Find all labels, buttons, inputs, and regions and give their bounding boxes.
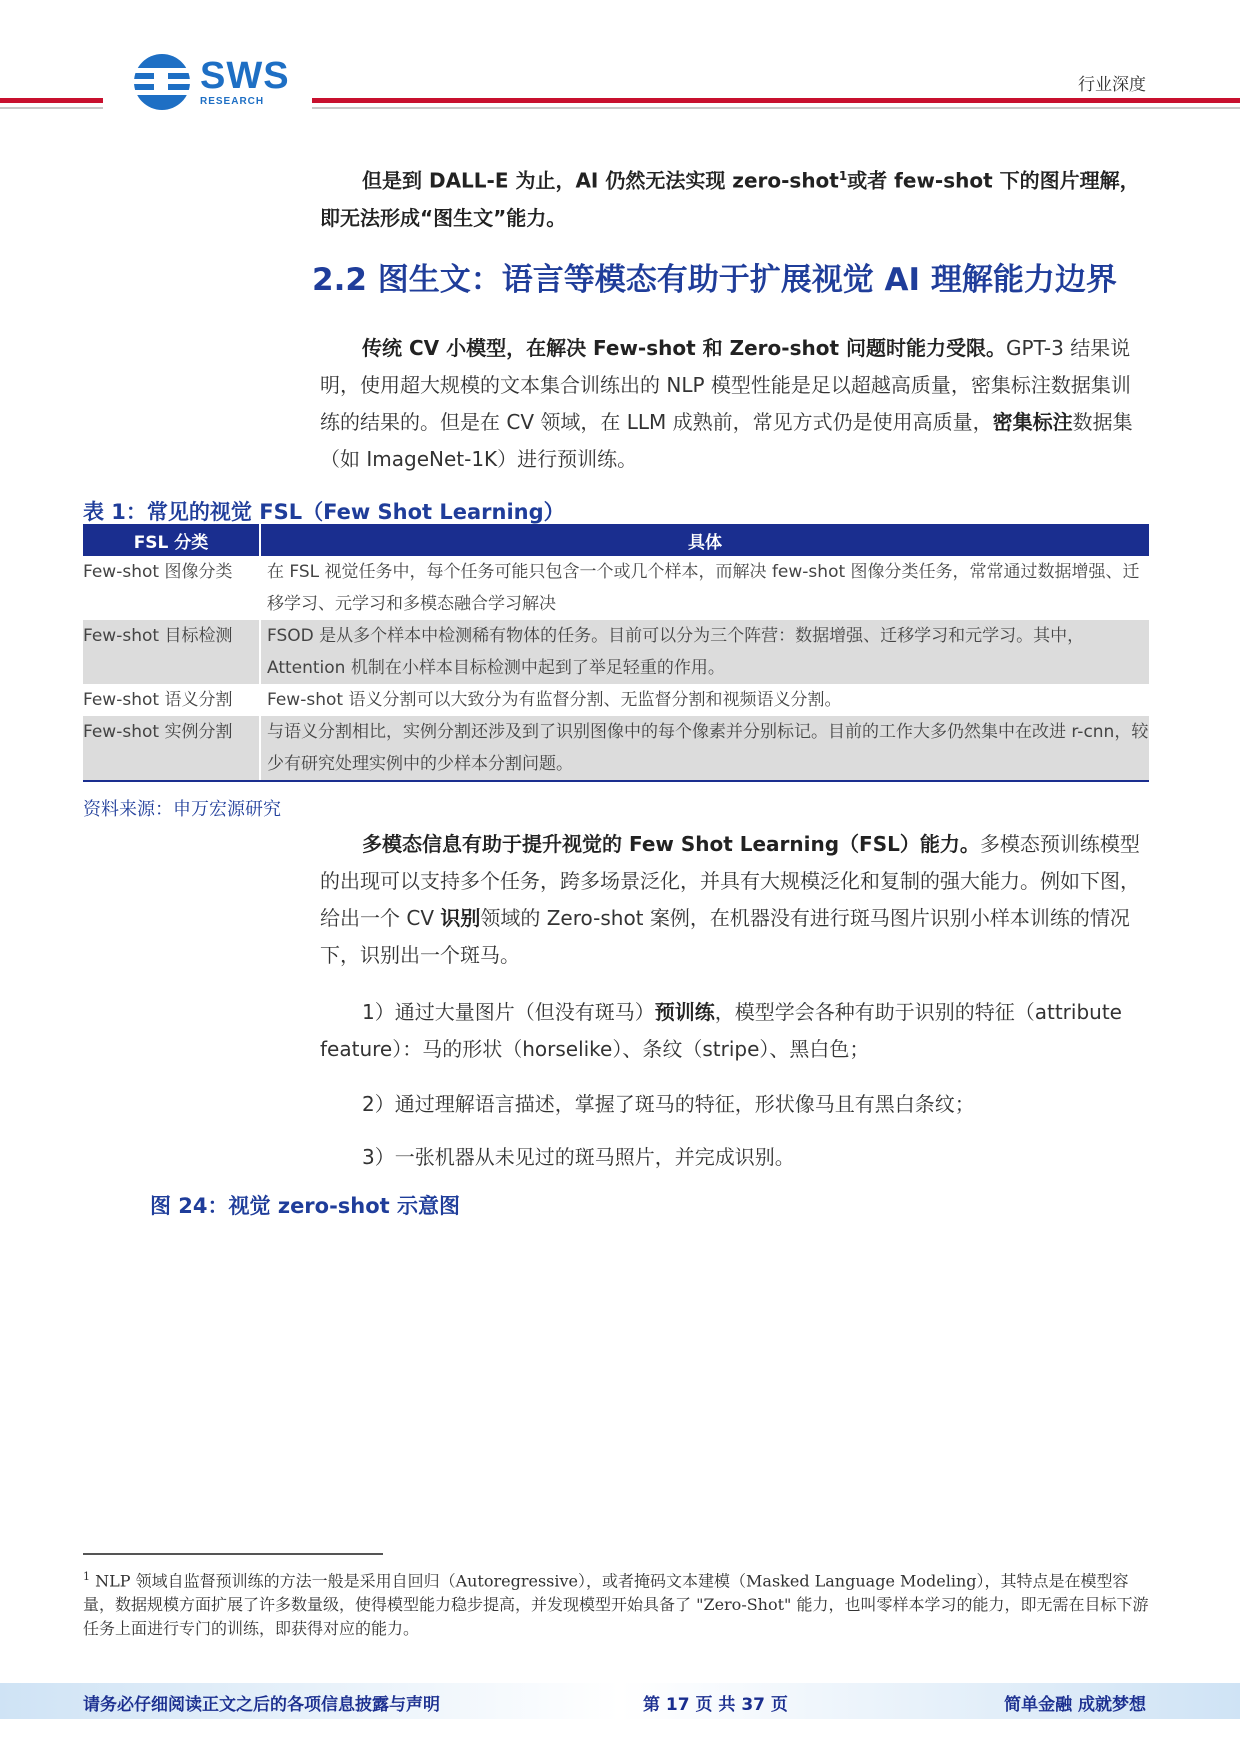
table-row bbox=[83, 684, 1149, 716]
paragraph-emphasis: 识别 bbox=[440, 906, 481, 930]
table-source: 资料来源：申万宏源研究 bbox=[83, 799, 281, 820]
step-1 bbox=[320, 994, 1140, 1068]
paragraph-text: 领域的 Zero-shot 案例，在机器没有进行斑马图片识别小样本训练的情况下，识别出一个斑马。 bbox=[320, 906, 1130, 967]
globe-logo-icon bbox=[132, 52, 192, 112]
table-row bbox=[83, 716, 1149, 781]
paragraph-lead: 多模态信息有助于提升视觉的 Few Shot Learning（FSL）能力。 bbox=[362, 832, 980, 856]
paragraph-multimodal bbox=[320, 826, 1140, 974]
paragraph-text: 数据集（如 ImageNet-1K）进行预训练。 bbox=[320, 410, 1133, 471]
table-header-detail: 具体 bbox=[260, 524, 1149, 556]
footnote-mark: 1 bbox=[83, 1570, 90, 1583]
section-title: 2.2 图生文：语言等模态有助于扩展视觉 AI 理解能力边界 bbox=[312, 262, 1117, 298]
table-caption: 表 1：常见的视觉 FSL（Few Shot Learning） bbox=[83, 500, 565, 524]
fsl-table bbox=[83, 524, 1149, 782]
footer-slogan: 简单金融 成就梦想 bbox=[1004, 1695, 1146, 1715]
table-cell-detail: 与语义分割相比，实例分割还涉及到了识别图像中的每个像素并分别标记。目前的工作大多仍然集中在改进 r-cnn，较少有研究处理实例中的少样本分割问题。 bbox=[260, 716, 1149, 781]
footnote-text: NLP 领域自监督预训练的方法一般是采用自回归（Autoregressive），或者掩码文本建模（Masked Language Modeling），其特点是在模型容量，数据规模方面扩展了许多数量级，使得模型能力稳步提高，并发现模型开始具备了 "Zero-Shot" 能力，也叫零样本学习的能力，即无需在目标下游任务上面进行专门的训练，即获得对应的能力。 bbox=[83, 1571, 1149, 1639]
header-rule-thin bbox=[0, 107, 103, 109]
logo-subtext: RESEARCH bbox=[200, 96, 265, 107]
header-rule-right bbox=[312, 98, 1240, 103]
logo-wordmark: SWS bbox=[200, 55, 290, 97]
intro-line1-prefix: 但是到 DALL-E 为止，AI 仍然无法实现 zero-shot bbox=[362, 168, 839, 193]
company-logo bbox=[132, 52, 290, 112]
header-rule-left bbox=[0, 98, 103, 103]
paragraph-text: 多模态预训练模型的出现可以支持多个任务，跨多场景泛化，并具有大规模泛化和复制的强大能力。例如下图，给出一个 CV bbox=[320, 832, 1140, 930]
page-number: 第 17 页 共 37 页 bbox=[643, 1695, 788, 1715]
step-2: 2）通过理解语言描述，掌握了斑马的特征，形状像马且有黑白条纹； bbox=[362, 1092, 975, 1116]
table-cell-detail: Few-shot 语义分割可以大致分为有监督分割、无监督分割和视频语义分割。 bbox=[260, 684, 1149, 716]
footnote-rule bbox=[83, 1553, 383, 1555]
footnote-reference[interactable]: 1 bbox=[838, 169, 848, 183]
intro-line1-suffix: 或者 few-shot 下的图片理解， bbox=[847, 168, 1140, 193]
table-cell-category: Few-shot 图像分类 bbox=[83, 562, 233, 582]
table-cell-detail: FSOD 是从多个样本中检测稀有物体的任务。目前可以分为三个阵营：数据增强、迁移学习和元学习。其中，Attention 机制在小样本目标检测中起到了举足轻重的作用。 bbox=[260, 620, 1149, 684]
footer-disclaimer-link[interactable]: 请务必仔细阅读正文之后的各项信息披露与声明 bbox=[83, 1695, 440, 1715]
table-cell-detail: 在 FSL 视觉任务中，每个任务可能只包含一个或几个样本，而解决 few-shot 图像分类任务，常常通过数据增强、迁移学习、元学习和多模态融合学习解决 bbox=[260, 556, 1149, 620]
table-header-category: FSL 分类 bbox=[83, 524, 260, 556]
step-text: 1）通过大量图片（但没有斑马） bbox=[362, 1000, 655, 1024]
intro-paragraph bbox=[320, 158, 1140, 237]
table-cell-category: Few-shot 实例分割 bbox=[83, 716, 260, 781]
step-emphasis: 预训练 bbox=[654, 1000, 715, 1024]
table-cell-category: Few-shot 语义分割 bbox=[83, 690, 233, 710]
table-cell-category: Few-shot 目标检测 bbox=[83, 620, 260, 684]
figure-caption: 图 24：视觉 zero-shot 示意图 bbox=[150, 1194, 461, 1218]
step-text: ，模型学会各种有助于识别的特征（attribute feature）：马的形状（horselike）、条纹（stripe）、黑白色； bbox=[320, 1000, 1122, 1061]
intro-line2: 即无法形成“图生文”能力。 bbox=[320, 205, 567, 230]
step-3: 3）一张机器从未见过的斑马照片，并完成识别。 bbox=[362, 1145, 795, 1169]
header-rule-thin-right bbox=[312, 107, 1240, 109]
paragraph-cv-models bbox=[320, 330, 1140, 478]
report-category: 行业深度 bbox=[1078, 75, 1146, 95]
paragraph-text: GPT-3 结果说明，使用超大规模的文本集合训练出的 NLP 模型性能是足以超越高质量，密集标注数据集训练的结果的。但是在 CV 领域，在 LLM 成熟前，常见方式仍是使用高质量， bbox=[320, 336, 1131, 434]
table-header-row bbox=[83, 524, 1149, 556]
paragraph-emphasis: 密集标注 bbox=[992, 410, 1073, 434]
footnote bbox=[83, 1565, 1149, 1641]
table-row bbox=[83, 620, 1149, 684]
paragraph-lead: 传统 CV 小模型，在解决 Few-shot 和 Zero-shot 问题时能力受限。 bbox=[362, 336, 1006, 360]
table-row bbox=[83, 556, 1149, 620]
